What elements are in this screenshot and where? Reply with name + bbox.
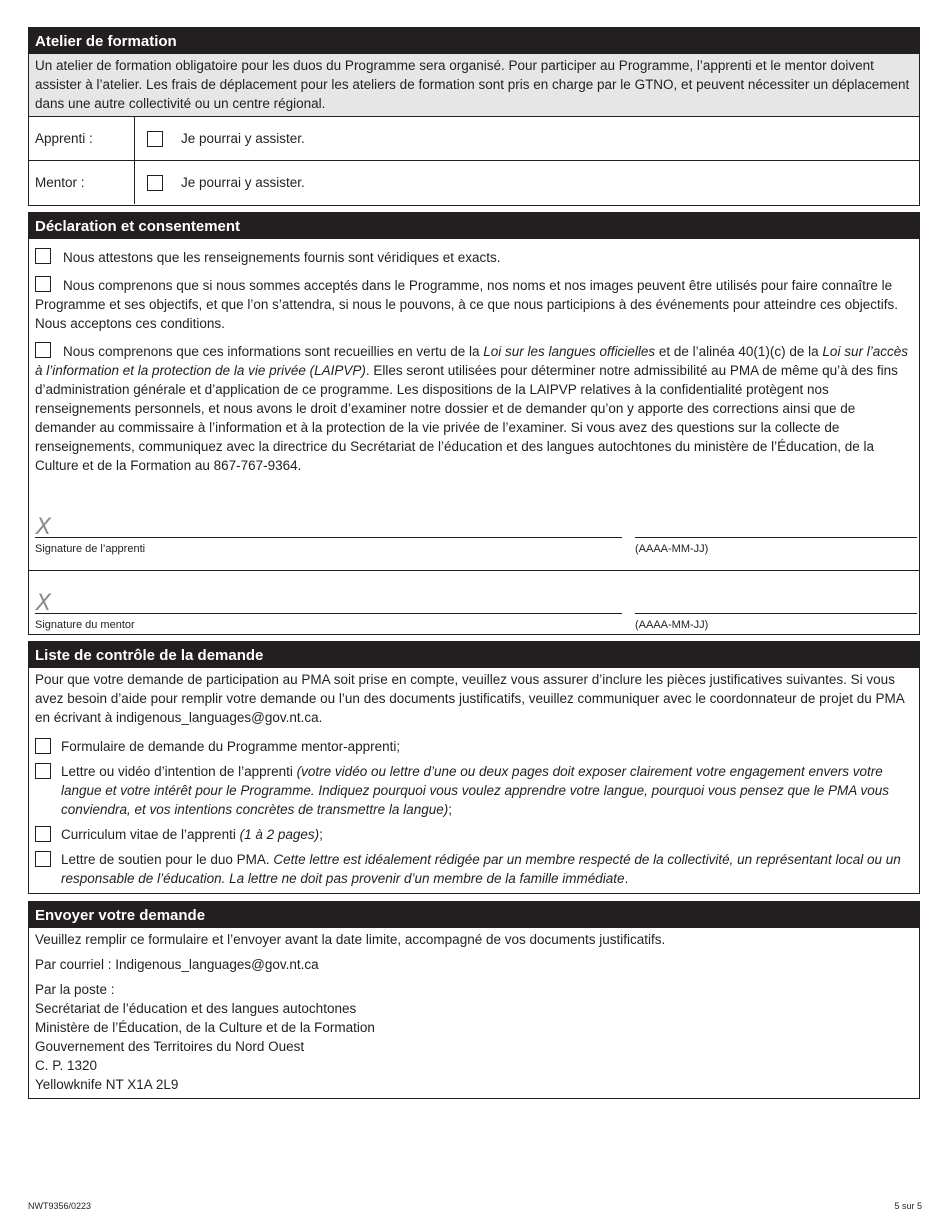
checklist-item-2: Lettre ou vidéo d’intention de l’apprenti (votre vidéo ou lettre d’une ou deux pages doit exposer clairement votre engagement envers votre langue et votre intérêt pour le Programme. Indiquez pourquoi vous voulez apprendre votre langue, pourquoi vous pensez que le PMA vous conviendra, et vos intentions concrètes de transmettre la langue); xyxy=(29,762,919,819)
checklist-checkbox-3[interactable] xyxy=(35,826,51,842)
address-line: Gouvernement des Territoires du Nord Ouest xyxy=(35,1039,305,1054)
checklist-section xyxy=(28,641,920,894)
mentor-row xyxy=(29,161,919,204)
declaration-checkbox-2[interactable] xyxy=(35,276,51,292)
address-line: C. P. 1320 xyxy=(35,1058,98,1073)
send-section xyxy=(28,901,920,1099)
declaration-header: Déclaration et consentement xyxy=(29,213,919,239)
checklist-intro: Pour que votre demande de participation au PMA soit prise en compte, veuillez vous assurer d’inclure les pièces justificatives suivantes. Si vous avez besoin d’aide pour remplir votre demande ou l’un des documents justificatifs, veuillez communiquer avec le coordonnateur de projet du PMA en écrivant à indigenous_languages@gov.nt.ca. xyxy=(35,672,904,725)
apprenti-label: Apprenti : xyxy=(29,117,135,160)
mentor-signature-row xyxy=(29,571,919,646)
address-line: Yellowknife NT X1A 2L9 xyxy=(35,1077,179,1092)
send-email: Par courriel : Indigenous_languages@gov.nt.ca xyxy=(35,957,319,972)
mentor-signature-label: Signature du mentor xyxy=(35,619,135,631)
apprenti-signature-row xyxy=(29,495,919,570)
apprenti-row xyxy=(29,117,919,161)
atelier-section xyxy=(28,27,920,206)
apprenti-signature-label: Signature de l’apprenti xyxy=(35,543,146,555)
declaration-checkbox-3[interactable] xyxy=(35,342,51,358)
declaration-item-1: Nous attestons que les renseignements fournis sont véridiques et exacts. xyxy=(29,248,919,267)
declaration-section xyxy=(28,212,920,635)
address-line: Ministère de l’Éducation, de la Culture et de la Formation xyxy=(35,1020,375,1035)
page-number: 5 sur 5 xyxy=(894,1201,922,1211)
mentor-attend-text: Je pourrai y assister. xyxy=(181,175,305,190)
x-mark-icon: X xyxy=(36,591,52,616)
mentor-label: Mentor : xyxy=(29,161,135,204)
mentor-date-field[interactable] xyxy=(635,613,917,614)
checklist-header: Liste de contrôle de la demande xyxy=(29,642,919,668)
checklist-checkbox-2[interactable] xyxy=(35,763,51,779)
form-code: NWT9356/0223 xyxy=(28,1201,92,1211)
checklist-checkbox-4[interactable] xyxy=(35,851,51,867)
apprenti-date-field[interactable] xyxy=(635,537,917,538)
send-post-label: Par la poste : xyxy=(35,982,115,997)
apprenti-signature-field[interactable] xyxy=(35,537,622,538)
declaration-checkbox-1[interactable] xyxy=(35,248,51,264)
address-line: Secrétariat de l’éducation et des langues autochtones xyxy=(35,1001,357,1016)
mentor-signature-field[interactable] xyxy=(35,613,622,614)
apprenti-attend-checkbox[interactable] xyxy=(147,131,163,147)
checklist-item-3: Curriculum vitae de l’apprenti (1 à 2 pages); xyxy=(29,825,919,844)
atelier-description: Un atelier de formation obligatoire pour les duos du Programme sera organisé. Pour participer au Programme, l’apprenti et le mentor doivent assister à l’atelier. Les frais de déplacement pour les ateliers de formation sont pris en charge par le GTNO, et peuvent nécessiter un déplacement dans une autre collectivité ou un centre régional. xyxy=(29,54,919,117)
checklist-checkbox-1[interactable] xyxy=(35,738,51,754)
checklist-item-4: Lettre de soutien pour le duo PMA. Cette lettre est idéalement rédigée par un membre respecté de la collectivité, un représentant local ou un responsable de l’éducation. La lettre ne doit pas provenir d’un membre de la famille immédiate. xyxy=(29,850,919,888)
mentor-date-label: (AAAA-MM-JJ) xyxy=(635,619,709,631)
apprenti-date-label: (AAAA-MM-JJ) xyxy=(635,543,709,555)
declaration-item-3: Nous comprenons que ces informations sont recueillies en vertu de la Loi sur les langues officielles et de l’alinéa 40(1)(c) de la Loi sur l’accès à l’information et la protection de la vie privée (LAIPVP). Elles seront utilisées pour déterminer notre admissibilité au PMA de même qu’à des fins d’administration générale et d’application de ce programme. Les dispositions de la LAIPVP relatives à la confidentialité protègent nos renseignements personnels, et nous avons le droit d’examiner notre dossier et de demander qu’on y apporte des corrections ainsi que de demander au commissaire à l’information et à la protection de la vie privée de l’examiner. Si vous avez des questions sur la collecte de renseignements, communiquez avec la directrice du Secrétariat de l’éducation et des langues autochtones du ministère de l’Éducation, de la Culture et de la Formation au 867-767-9364. xyxy=(35,344,908,473)
send-header: Envoyer votre demande xyxy=(29,902,919,928)
checklist-item-1: Formulaire de demande du Programme mentor-apprenti; xyxy=(29,737,919,756)
x-mark-icon: X xyxy=(36,515,52,540)
mentor-attend-checkbox[interactable] xyxy=(147,175,163,191)
apprenti-attend-text: Je pourrai y assister. xyxy=(181,131,305,146)
atelier-header: Atelier de formation xyxy=(29,28,919,54)
send-intro: Veuillez remplir ce formulaire et l’envoyer avant la date limite, accompagné de vos documents justificatifs. xyxy=(35,932,666,947)
declaration-item-2: Nous comprenons que si nous sommes acceptés dans le Programme, nos noms et nos images peuvent être utilisés pour faire connaître le Programme et ses objectifs, et que l’on s’attendra, si nous le pouvons, à ce que nous participions à des événements pour atteindre ces objectifs. Nous acceptons ces conditions. xyxy=(35,278,898,331)
